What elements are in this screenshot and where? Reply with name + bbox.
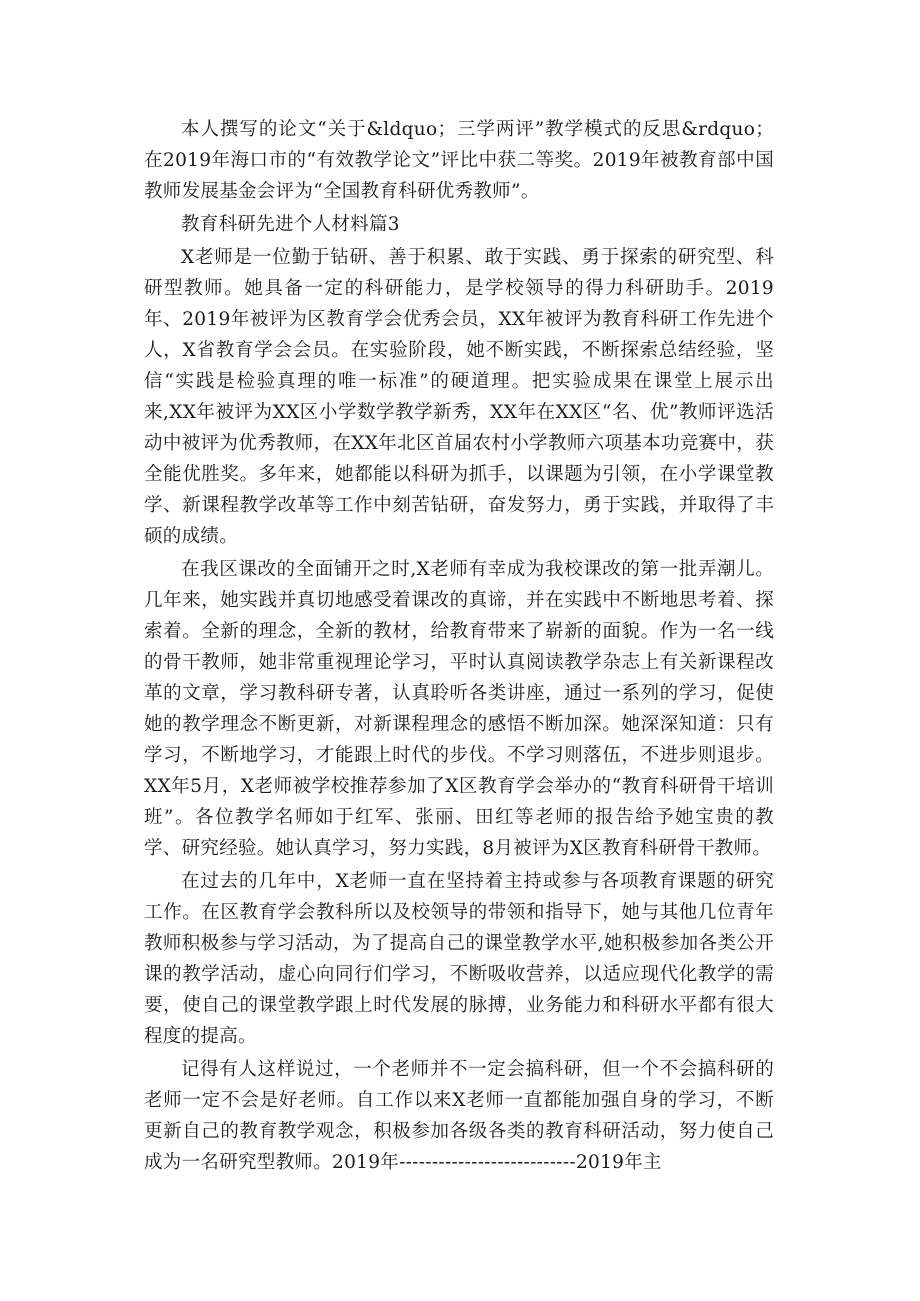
- paragraph-1: 本人撰写的论文“关于&ldquo；三学两评”教学模式的反思&rdquo；在2019年海口市的“有效教学论文”评比中获二等奖。2019年被教育部中国教师发展基金会评为“全国教育科研优秀教师”。: [144, 119, 774, 202]
- paragraph-2: X老师是一位勤于钻研、善于积累、敢于实践、勇于探索的研究型、科研型教师。她具备一定的科研能力，是学校领导的得力科研助手。2019年、2019年被评为区教育学会优秀会员，XX年被评为教育科研工作先进个人，X省教育学会会员。在实验阶段，她不断实践，不断探索总结经验，坚信“实践是检验真理的唯一标准”的硬道理。把实验成果在课堂上展示出来,XX年被评为XX区小学数学教学新秀，XX年在XX区“名、优”教师评选活动中被评为优秀教师，在XX年北区首届农村小学教师六项基本功竞赛中，获全能优胜奖。多年来，她都能以科研为抓手，以课题为引领，在小学课堂教学、新课程教学改革等工作中刻苦钻研，奋发努力，勇于实践，并取得了丰硕的成绩。: [144, 247, 774, 547]
- paragraph-5: 记得有人这样说过，一个老师并不一定会搞科研，但一个不会搞科研的老师一定不会是好老师。自工作以来X老师一直都能加强自身的学习，不断更新自己的教育教学观念，积极参加各级各类的教育科研活动，努力使自己成为一名研究型教师。2019年---------------------------2019年主: [144, 1059, 774, 1173]
- section-heading: 教育科研先进个人材料篇3: [181, 214, 400, 235]
- paragraph-4: 在过去的几年中，X老师一直在坚持着主持或参与各项教育课题的研究工作。在区教育学会教科所以及校领导的带领和指导下，她与其他几位青年教师积极参与学习活动，为了提高自己的课堂教学水平,她积极参加各类公开课的教学活动，虚心向同行们学习，不断吸收营养，以适应现代化教学的需要，使自己的课堂教学跟上时代发展的脉搏，业务能力和科研水平都有很大程度的提高。: [144, 871, 774, 1047]
- paragraph-3: 在我区课改的全面铺开之时,X老师有幸成为我校课改的第一批弄潮儿。几年来，她实践并真切地感受着课改的真谛，并在实践中不断地思考着、探索着。全新的理念，全新的教材，给教育带来了崭新的面貌。作为一名一线的骨干教师，她非常重视理论学习，平时认真阅读教学杂志上有关新课程改革的文章，学习教科研专著，认真聆听各类讲座，通过一系列的学习，促使她的教学理念不断更新，对新课程理念的感悟不断加深。她深深知道：只有学习，不断地学习，才能跟上时代的步伐。不学习则落伍，不进步则退步。XX年5月，X老师被学校推荐参加了X区教育学会举办的“教育科研骨干培训班”。各位教学名师如于红军、张丽、田红等老师的报告给予她宝贵的教学、研究经验。她认真学习，努力实践，8月被评为X区教育科研骨干教师。: [144, 559, 774, 859]
- document-body: [144, 114, 774, 1180]
